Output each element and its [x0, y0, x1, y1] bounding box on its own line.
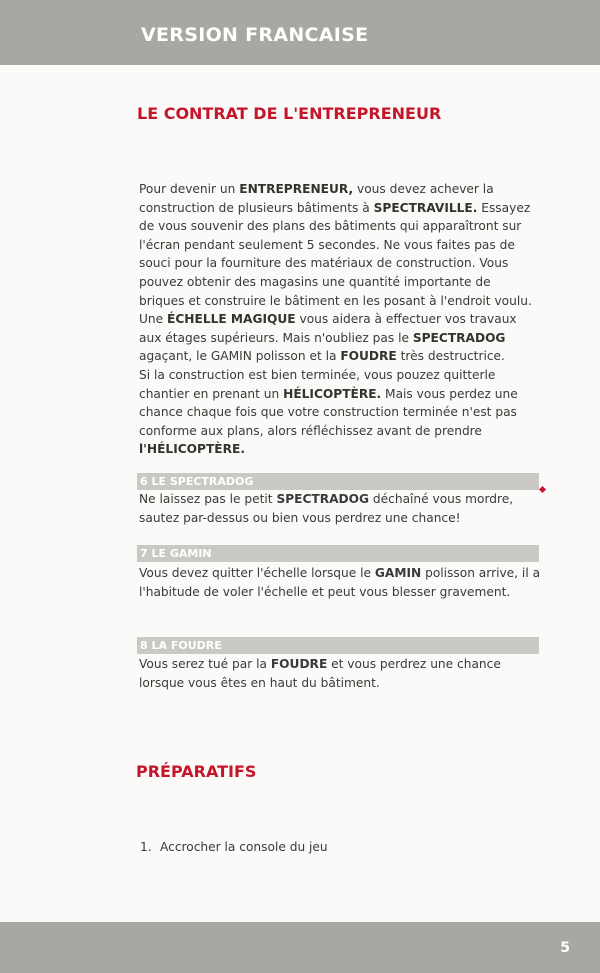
prep-step: [140, 840, 328, 854]
page-number: 5: [560, 940, 570, 956]
step-number: 1.: [140, 840, 152, 854]
section-heading-spectradog: 6 LE SPECTRADOG: [137, 473, 539, 490]
section-text-spectradog: Ne laissez pas le petit SPECTRADOG déchaîné vous mordre, sautez par-dessus ou bien vous perdrez une chance!: [139, 492, 514, 525]
prep-title: PRÉPARATIFS: [136, 762, 257, 781]
section-text-gamin: Vous devez quitter l'échelle lorsque le GAMIN polisson arrive, il a l'habitude de voler l'échelle et peut vous blesser gravement.: [139, 566, 541, 599]
section-heading-foudre: 8 LA FOUDRE: [137, 637, 539, 654]
section-text-foudre: Vous serez tué par la FOUDRE et vous perdrez une chance lorsque vous êtes en haut du bâtiment.: [139, 657, 501, 690]
section-heading-gamin: 7 LE GAMIN: [137, 545, 539, 562]
step-text: Accrocher la console du jeu: [160, 840, 328, 854]
header-bar: [0, 0, 600, 65]
footer-bar: [0, 922, 600, 973]
contract-body: Pour devenir un ENTREPRENEUR, vous devez achever la construction de plusieurs bâtiments à SPECTRAVILLE. Essayez de vous souvenir des plans des bâtiments qui apparaîtront sur l'écran pendant seulement 5 secondes. Ne vous faites pas de souci pour la fourniture des matériaux de construction. Vous pouvez obtenir des magasins une quantité importante de briques et construire le bâtiment en les posant à l'endroit voulu. Une ÉCHELLE MAGIQUE vous aidera à effectuer vos travaux aux étages supérieurs. Mais n'oubliez pas le SPECTRADOG agaçant, le GAMIN polisson et la FOUDRE très destructrice. Si la construction est bien terminée, vous pouzez quitterle chantier en prenant un HÉLICOPTÈRE. Mais vous perdez une chance chaque fois que votre construction terminée n'est pas conforme aux plans, alors réfléchissez avant de prendre l'HÉLICOPTÈRE.: [139, 182, 532, 457]
header-title: VERSION FRANCAISE: [141, 24, 369, 46]
contract-title: LE CONTRAT DE L'ENTREPRENEUR: [137, 104, 442, 123]
